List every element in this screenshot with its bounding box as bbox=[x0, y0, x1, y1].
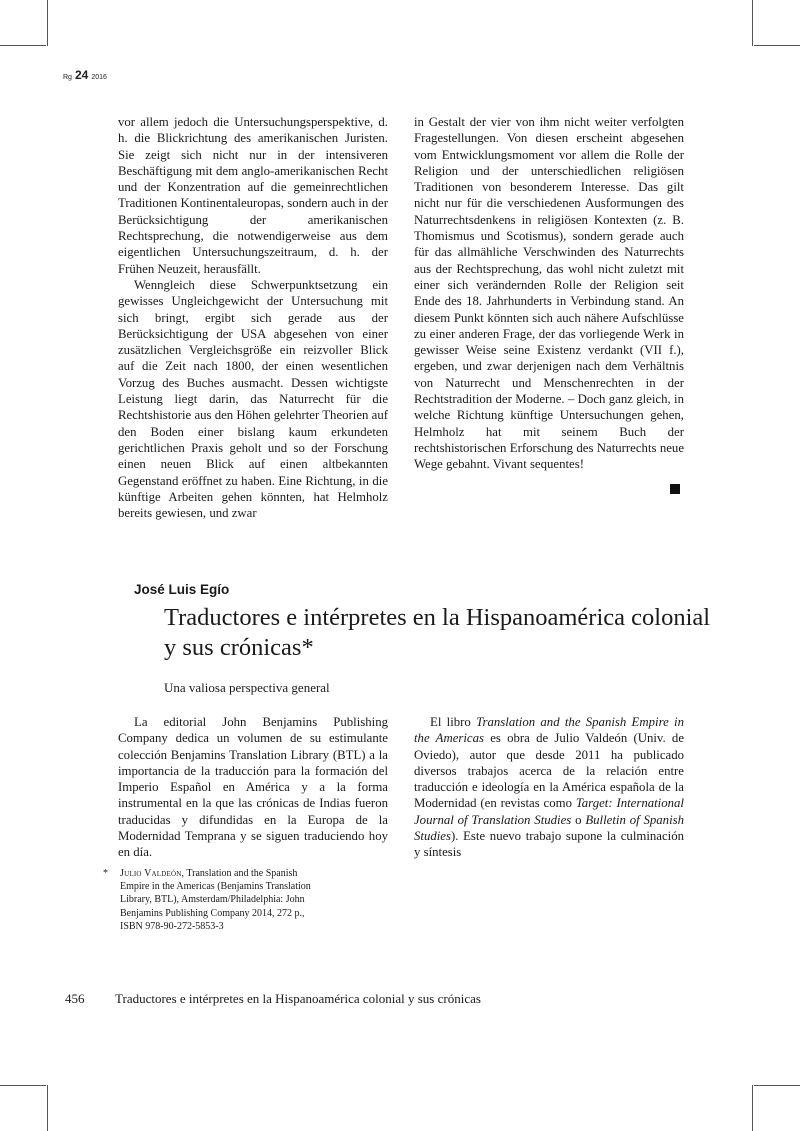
article-subtitle: Una valiosa perspectiva general bbox=[164, 680, 330, 695]
paragraph: in Gestalt der vier von ihm nicht weiter verfolgten Fragestellungen. Von diesen erscheint abgesehen vom Entwicklungsmoment vor allem die Rolle der Religion und der unterschiedlichen religiösen Traditionen von besonderem Interesse. Das gilt nicht nur für die verschiedenen Ausformungen des Naturrechtsdenkens in religiösen Kontexten (z. B. Thomismus und Scotismus), sondern gerade auch für das allmähliche Verschwinden des Naturrechts aus der Rechtsprechung, das wohl nicht zuletzt mit einer sich verändernden Rolle der Religion seit Ende des 18. Jahrhunderts in Verbindung stand. An diesem Punkt könnten sich auch nähere Aufschlüsse zu einer anderen Frage, der das vorliegende Werk in gewisser Weise seine Existenz verdankt (VII f.), ergeben, und zwar derjenigen nach dem Verhältnis von Naturrecht und Menschenrechten in der Rechtstradition der Moderne. – Doch ganz gleich, in welche Richtung künftige Untersuchungen gehen, Helmholz hat mit seinem Buch der rechtshistorischen Erforschung des Naturrechts neue Wege gebahnt. Vivant sequentes! bbox=[414, 115, 684, 472]
running-title: Traductores e intérpretes en la Hispanoamérica colonial y sus crónicas bbox=[115, 991, 481, 1006]
journal-title: Target: International Journal of Translation Studies bbox=[414, 796, 684, 827]
running-header bbox=[63, 68, 107, 82]
crop-mark bbox=[0, 1085, 46, 1086]
article-right-column bbox=[414, 714, 684, 861]
book-title: Translation and the Spanish Empire in the Americas bbox=[414, 715, 684, 746]
crop-mark bbox=[0, 45, 46, 46]
article-author: José Luis Egío bbox=[134, 582, 230, 597]
paragraph: Wenngleich diese Schwerpunktsetzung ein gewisses Ungleichgewicht der Untersuchung mit sich bringt, ergibt sich gerade aus der Berücksichtigung der USA abgesehen von einer zusätzlichen Vergleichsgröße ein reizvoller Blick auf die Zeit nach 1800, der einen wesentlichen Vorzug des Buches ausmacht. Dessen wichtigste Leistung liegt darin, das Naturrecht für die Rechtshistorie aus den Höhen gelehrter Theorien auf den Boden einer bislang kaum erkundeten gerichtlichen Praxis geholt und so der Forschung einen neuen Blick auf einen altbekannten Gegenstand eröffnet zu haben. Eine Richtung, in die künftige Arbeiten gehen könnten, hat Helmholz bereits gewiesen, und zwar bbox=[118, 277, 388, 521]
review-right-column bbox=[414, 114, 684, 473]
journal-title: Bulletin of Spanish Studies bbox=[414, 812, 685, 844]
article-title: Traductores e intérpretes en la Hispanoamérica colonial y sus crónicas* bbox=[164, 604, 711, 661]
footnote-mark: * bbox=[103, 868, 108, 879]
volume-number: 24 bbox=[74, 68, 89, 82]
text-run: ). Este nuevo trabajo supone la culminación y síntesis bbox=[414, 829, 684, 860]
crop-mark bbox=[754, 1085, 800, 1086]
paragraph bbox=[414, 714, 684, 861]
crop-mark bbox=[752, 0, 753, 46]
page-footer bbox=[65, 991, 481, 1007]
footnote-author: Julio Valdeón bbox=[120, 868, 182, 879]
footnote-text: , Translation and the Spanish Empire in the Americas (Benjamins Translation Library, BTL), Amsterdam/Philadelphia: John Benjamins Publishing Company 2014, 272 p., ISBN 978-90-272-5853-3 bbox=[120, 868, 311, 932]
paragraph: vor allem jedoch die Untersuchungsperspektive, d. h. die Blickrichtung des amerikanischen Juristen. Sie zeigt sich nicht nur in der intensiveren Beschäftigung mit dem anglo-amerikanischen Recht und der Konzentration auf die gemeinrechtlichen Traditionen Kontinentaleuropas, sondern auch in der Berücksichtigung der amerikanischen Rechtsprechung, die notwendigerweise aus dem eigentlichen Untersuchungszeitraum, d. h. der Frühen Neuzeit, herausfällt. bbox=[118, 115, 388, 276]
crop-mark bbox=[47, 1085, 48, 1131]
end-of-article-mark bbox=[670, 484, 680, 494]
article-left-column bbox=[118, 714, 388, 861]
page-number: 456 bbox=[65, 991, 85, 1006]
text-run: o bbox=[571, 812, 586, 827]
journal-abbrev: Rg bbox=[63, 74, 72, 81]
crop-mark bbox=[752, 1085, 753, 1131]
text-run: El libro bbox=[430, 715, 477, 729]
crop-mark bbox=[754, 45, 800, 46]
text-run: es obra de Julio Valdeón (Univ. de Oviedo), autor que desde 2011 ha publicado diversos trabajos acerca de la relación entre traducción e ideología en la América española de la Modernidad (en revistas como bbox=[414, 731, 685, 811]
footnote bbox=[103, 867, 313, 933]
paragraph: La editorial John Benjamins Publishing Company dedica un volumen de su estimulante colección Benjamins Translation Library (BTL) a la importancia de la traducción para la formación del Imperio Español en América y a la forma instrumental en la que las crónicas de Indias fueron traducidas y difundidas en la Europa de la Modernidad Temprana y se siguen traduciendo hoy en día. bbox=[118, 715, 388, 860]
year: 2016 bbox=[91, 74, 107, 81]
crop-mark bbox=[47, 0, 48, 46]
review-left-column bbox=[118, 114, 388, 521]
